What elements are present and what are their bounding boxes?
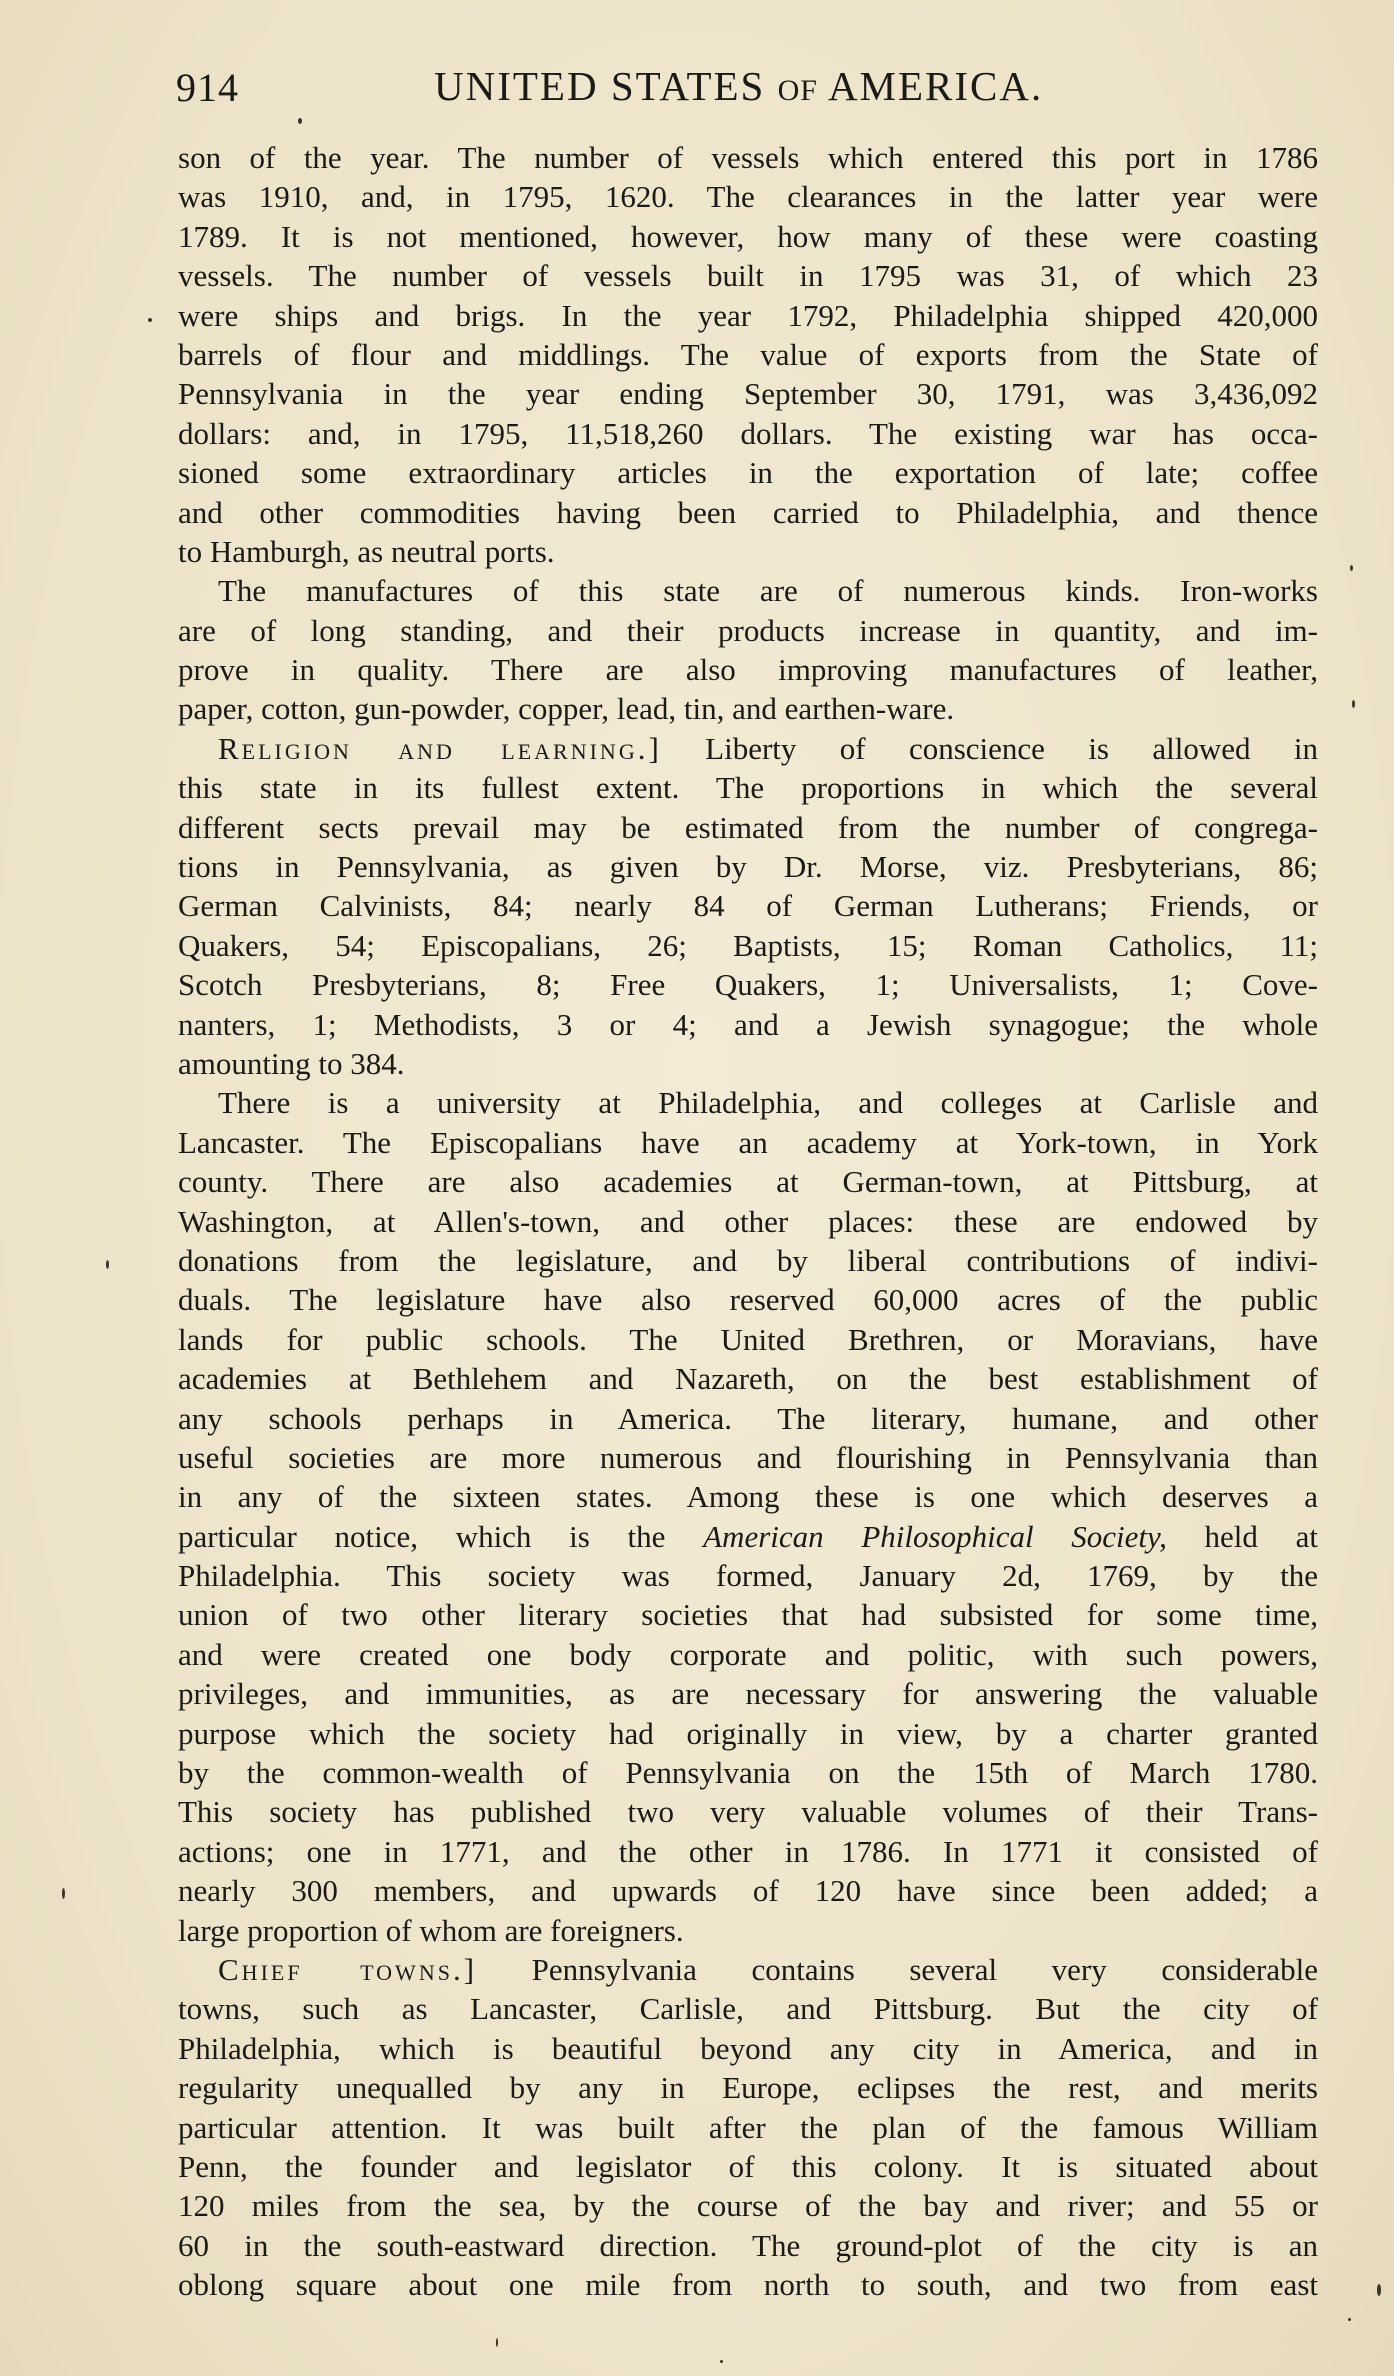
line-text: 60 in the south-eastward direction. The ground-plot of the city is an [178, 2227, 1318, 2263]
text-line [178, 1359, 1318, 1398]
text-line [178, 689, 1318, 728]
line-text: towns, such as Lancaster, Carlisle, and Pittsburg. But the city of [178, 1991, 1318, 2027]
ink-speck [298, 118, 302, 124]
line-text: particular attention. It was built after the plan of the famous William [178, 2109, 1318, 2145]
text-line [178, 453, 1318, 492]
line-text: to Hamburgh, as neutral ports. [178, 533, 555, 569]
page-number: 914 [176, 65, 239, 110]
ink-speck [720, 2360, 723, 2363]
text-line [178, 650, 1318, 689]
text-line [178, 1635, 1318, 1674]
line-text: Pennsylvania in the year ending September 30, 1791, was 3,436,092 [178, 376, 1318, 412]
line-text: 1789. It is not mentioned, however, how many of these were coasting [178, 218, 1318, 254]
line-text: barrels of flour and middlings. The value of exports from the State of [178, 336, 1318, 372]
running-head-of: OF [777, 74, 818, 107]
line-text: Lancaster. The Episcopalians have an academy at York-town, in York [178, 1124, 1318, 1160]
line-text: This society has published two very valuable volumes of their Trans- [178, 1794, 1318, 1830]
text-line [178, 1083, 1318, 1122]
text-line [178, 1202, 1318, 1241]
text-line [178, 414, 1318, 453]
text-line [178, 2186, 1318, 2225]
line-text: German Calvinists, 84; nearly 84 of German Lutherans; Friends, or [178, 888, 1318, 924]
text-line [178, 768, 1318, 807]
running-head-part2: AMERICA. [817, 63, 1044, 109]
text-line [178, 1477, 1318, 1516]
line-text: this state in its fullest extent. The proportions in which the several [178, 770, 1318, 806]
line-text: prove in quality. There are also improving manufactures of leather, [178, 652, 1318, 688]
line-text: different sects prevail may be estimated from the number of congrega- [178, 809, 1318, 845]
text-line [178, 2108, 1318, 2147]
line-text: Philadelphia. This society was formed, January 2d, 1769, by the [178, 1558, 1318, 1594]
line-text: nearly 300 members, and upwards of 120 have since been added; a [178, 1873, 1318, 1909]
text-line [178, 1438, 1318, 1477]
text-line [178, 256, 1318, 295]
text-line [178, 1044, 1318, 1083]
text-line [178, 335, 1318, 374]
line-text: large proportion of whom are foreigners. [178, 1912, 684, 1948]
text-line [178, 532, 1318, 571]
text-line [178, 886, 1318, 925]
text-line [178, 2265, 1318, 2304]
page-header [176, 52, 1316, 122]
text-line [178, 1674, 1318, 1713]
text-line [178, 2068, 1318, 2107]
running-head-part1: UNITED STATES [434, 63, 778, 109]
line-text: tions in Pennsylvania, as given by Dr. Morse, viz. Presbyterians, 86; [178, 849, 1318, 885]
text-line [178, 1005, 1318, 1044]
line-text: oblong square about one mile from north to south, and two from east [178, 2267, 1318, 2303]
line-text: was 1910, and, in 1795, 1620. The clearances in the latter year were [178, 179, 1318, 215]
text-line [178, 138, 1318, 177]
line-text: Philadelphia, which is beautiful beyond any city in America, and in [178, 2030, 1318, 2066]
line-text: any schools perhaps in America. The literary, humane, and other [178, 1400, 1318, 1436]
text-line [178, 729, 1318, 768]
text-line [178, 1556, 1318, 1595]
text-line [178, 1241, 1318, 1280]
line-text: paper, cotton, gun-powder, copper, lead, tin, and earthen-ware. [178, 691, 955, 727]
text-line [178, 1517, 1318, 1556]
line-text: in any of the sixteen states. Among these is one which deserves a [178, 1479, 1318, 1515]
text-line [178, 965, 1318, 1004]
line-text: nanters, 1; Methodists, 3 or 4; and a Jewish synagogue; the whole [178, 1006, 1318, 1042]
text-line [178, 1162, 1318, 1201]
text-line [178, 611, 1318, 650]
line-text: Washington, at Allen's-town, and other places: these are endowed by [178, 1203, 1318, 1239]
ink-speck [496, 2338, 498, 2347]
line-text: vessels. The number of vessels built in 1795 was 31, of which 23 [178, 258, 1318, 294]
line-text: held at [1166, 1518, 1318, 1554]
ink-speck [1352, 700, 1355, 708]
ink-speck [1377, 2284, 1381, 2296]
text-line [178, 2029, 1318, 2068]
text-line [178, 374, 1318, 413]
line-text: Liberty of conscience is allowed in [661, 730, 1318, 766]
text-line [178, 2226, 1318, 2265]
line-text: useful societies are more numerous and flourishing in Pennsylvania than [178, 1439, 1318, 1475]
line-text: actions; one in 1771, and the other in 1786. In 1771 it consisted of [178, 1833, 1318, 1869]
line-text: duals. The legislature have also reserved 60,000 acres of the public [178, 1282, 1318, 1318]
text-line [178, 1911, 1318, 1950]
line-text: particular notice, which is the [178, 1518, 704, 1554]
line-text: privileges, and immunities, as are necessary for answering the valuable [178, 1676, 1318, 1712]
text-line [178, 1595, 1318, 1634]
line-text: The manufactures of this state are of numerous kinds. Iron-works [218, 573, 1318, 609]
text-line [178, 1753, 1318, 1792]
section-heading: Religion and learning.] [218, 730, 662, 766]
ink-speck [1350, 565, 1353, 571]
line-text: Quakers, 54; Episcopalians, 26; Baptists, 15; Roman Catholics, 11; [178, 927, 1318, 963]
ink-speck [148, 318, 152, 322]
line-text: county. There are also academies at German-town, at Pittsburg, at [178, 1164, 1318, 1200]
line-text: dollars: and, in 1795, 11,518,260 dollars. The existing war has occa- [178, 415, 1318, 451]
line-text: lands for public schools. The United Brethren, or Moravians, have [178, 1321, 1318, 1357]
line-text: are of long standing, and their products increase in quantity, and im- [178, 612, 1318, 648]
text-line [178, 296, 1318, 335]
line-text: Scotch Presbyterians, 8; Free Quakers, 1; Universalists, 1; Cove- [178, 967, 1318, 1003]
line-text: There is a university at Philadelphia, and colleges at Carlisle and [218, 1085, 1318, 1121]
ink-speck [62, 1888, 65, 1899]
text-line [178, 1123, 1318, 1162]
text-line [178, 1792, 1318, 1831]
text-line [178, 1871, 1318, 1910]
text-line [178, 2147, 1318, 2186]
line-text: purpose which the society had originally in view, by a charter granted [178, 1715, 1318, 1751]
text-line [178, 493, 1318, 532]
line-text: Penn, the founder and legislator of this colony. It is situated about [178, 2148, 1318, 2184]
line-text: Pennsylvania contains several very considerable [477, 1951, 1318, 1987]
line-text: and other commodities having been carried to Philadelphia, and thence [178, 494, 1318, 530]
text-line [178, 1399, 1318, 1438]
text-line [178, 1320, 1318, 1359]
text-line [178, 1989, 1318, 2028]
running-head [434, 62, 1043, 110]
text-line [178, 177, 1318, 216]
line-text: by the common-wealth of Pennsylvania on the 15th of March 1780. [178, 1755, 1318, 1791]
ink-speck [106, 1260, 109, 1269]
italic-society-name: American Philosophical Society, [703, 1518, 1167, 1554]
text-line [178, 926, 1318, 965]
text-line [178, 1714, 1318, 1753]
line-text: 120 miles from the sea, by the course of the bay and river; and 55 or [178, 2188, 1318, 2224]
line-text: sioned some extraordinary articles in the exportation of late; coffee [178, 455, 1318, 491]
ink-speck [1348, 2318, 1351, 2321]
body-text [178, 138, 1318, 2304]
text-line [178, 1832, 1318, 1871]
text-line [178, 847, 1318, 886]
text-line [178, 571, 1318, 610]
text-line [178, 217, 1318, 256]
line-text: academies at Bethlehem and Nazareth, on the best establishment of [178, 1361, 1318, 1397]
line-text: and were created one body corporate and politic, with such powers, [178, 1636, 1318, 1672]
line-text: son of the year. The number of vessels which entered this port in 1786 [178, 140, 1318, 175]
line-text: union of two other literary societies that had subsisted for some time, [178, 1597, 1318, 1633]
line-text: were ships and brigs. In the year 1792, Philadelphia shipped 420,000 [178, 297, 1318, 333]
line-text: amounting to 384. [178, 1045, 405, 1081]
section-heading: Chief towns.] [218, 1951, 478, 1987]
text-line [178, 1280, 1318, 1319]
text-line [178, 1950, 1318, 1989]
text-line [178, 808, 1318, 847]
line-text: donations from the legislature, and by liberal contributions of indivi- [178, 1242, 1318, 1278]
line-text: regularity unequalled by any in Europe, eclipses the rest, and merits [178, 2070, 1318, 2106]
